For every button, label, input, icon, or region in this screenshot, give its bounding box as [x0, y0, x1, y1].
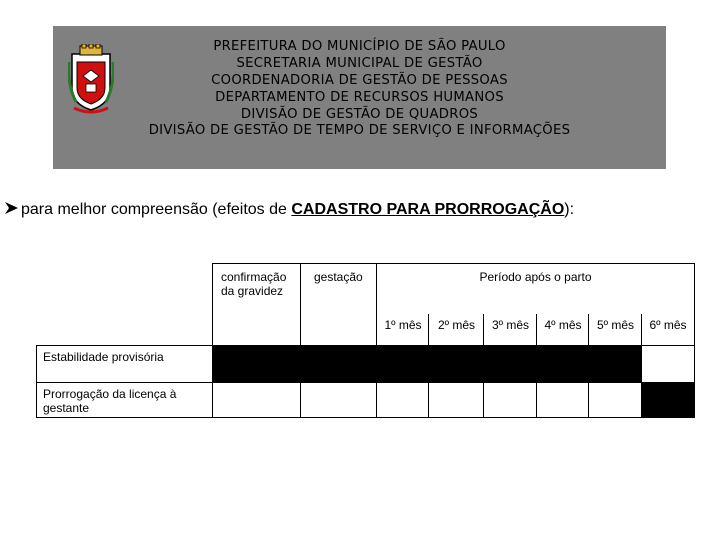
col-gestacao-header: gestação: [300, 263, 377, 346]
header-line-2: SECRETARIA MUNICIPAL DE GESTÃO: [236, 56, 483, 71]
empty-cell: [536, 382, 589, 418]
intro-emphasis: CADASTRO PARA PRORROGAÇÃO: [291, 201, 565, 218]
month-2-header: 2º mês: [428, 314, 484, 346]
filled-period-prorrogacao: [641, 382, 695, 418]
month-1-header: 1º mês: [376, 314, 429, 346]
filled-period-estabilidade: [212, 345, 642, 383]
empty-cell: [300, 382, 377, 418]
empty-cell: [428, 382, 484, 418]
month-4-header: 4º mês: [536, 314, 589, 346]
header-line-3: COORDENADORIA DE GESTÃO DE PESSOAS: [211, 73, 508, 88]
col-confirmacao-header: confirmação da gravidez: [212, 263, 301, 346]
header-line-6: DIVISÃO DE GESTÃO DE TEMPO DE SERVIÇO E INFORMAÇÕES: [148, 123, 571, 138]
header-line-1: PREFEITURA DO MUNICÍPIO DE SÃO PAULO: [213, 39, 506, 54]
row-label-prorrogacao: Prorrogação da licença à gestante: [36, 382, 213, 418]
month-6-header: 6º mês: [641, 314, 695, 346]
col-periodo-header: Período após o parto: [376, 263, 695, 315]
header-line-4: DEPARTAMENTO DE RECURSOS HUMANOS: [215, 90, 504, 105]
empty-cell: [588, 382, 642, 418]
empty-cell: [212, 382, 301, 418]
empty-cell: [376, 382, 429, 418]
month-5-header: 5º mês: [588, 314, 642, 346]
header-line-5: DIVISÃO DE GESTÃO DE QUADROS: [240, 107, 479, 122]
intro-text: [4, 201, 704, 219]
intro-prefix: para melhor compreensão (efeitos de: [21, 201, 292, 218]
empty-cell: [641, 345, 695, 383]
empty-cell: [483, 382, 537, 418]
month-3-header: 3º mês: [483, 314, 537, 346]
header-banner: [53, 26, 666, 169]
arrow-bullet-icon: [4, 201, 21, 219]
row-label-estabilidade: Estabilidade provisória: [36, 345, 213, 383]
intro-suffix: ):: [564, 201, 575, 218]
